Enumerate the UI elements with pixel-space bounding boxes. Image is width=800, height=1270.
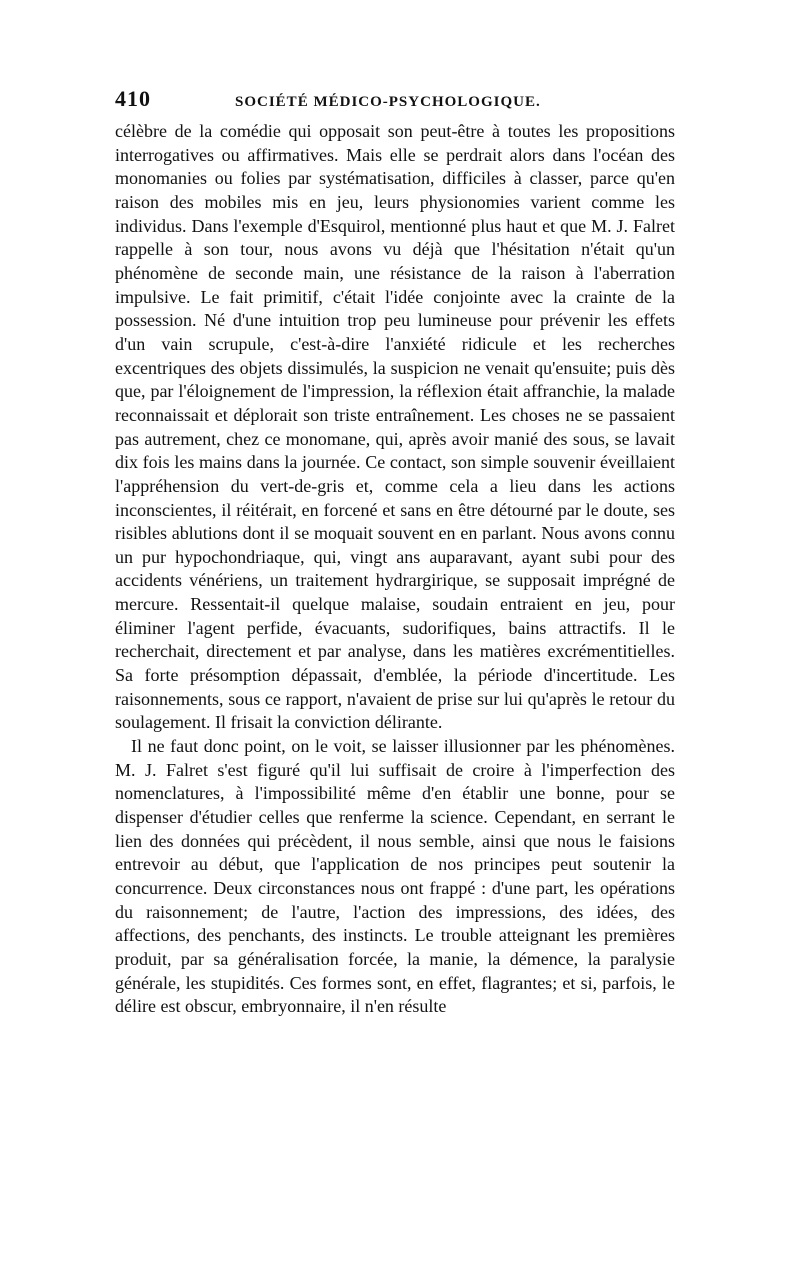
page-number: 410 xyxy=(115,86,151,111)
running-title: SOCIÉTÉ MÉDICO-PSYCHOLOGIQUE. xyxy=(235,94,541,110)
paragraph-continued: célèbre de la comédie qui opposait son peut-être à toutes les propositions interrogatives ou affirmatives. Mais elle se perdrait alors dans l'océan des monomanies ou folies par systématisation, difficiles à classer, parce qu'en raison des mobiles mis en jeu, leurs physionomies varient comme les individus. Dans l'exemple d'Esquirol, mentionné plus haut et que M. J. Falret rappelle à son tour, nous avons vu déjà que l'hésitation n'était qu'un phénomène de seconde main, une résistance de la raison à l'aberration impulsive. Le fait primitif, c'était l'idée conjointe avec la crainte de la possession. Né d'une intuition trop peu lumineuse pour prévenir les effets d'un vain scrupule, c'est-à-dire l'anxiété ridicule et les recherches excentriques des objets dissimulés, la suspicion ne venait qu'ensuite; puis dès que, par l'éloignement de l'impression, la réflexion était affranchie, la malade reconnaissait et déplorait son triste entraînement. Les choses ne se passaient pas autrement, chez ce monomane, qui, après avoir manié des sous, se lavait dix fois les mains dans la journée. Ce contact, son simple souvenir éveillaient l'appréhension du vert-de-gris et, comme cela a lieu dans les actions inconscientes, il réitérait, en forcené et sans en être détourné par le doute, ses risibles ablutions dont il se moquait souvent en en parlant. Nous avons connu un pur hypochondriaque, qui, vingt ans auparavant, ayant subi pour des accidents vénériens, un traitement hydrargirique, se supposait imprégné de mercure. Ressentait-il quelque malaise, soudain entraient en jeu, pour éliminer l'agent perfide, évacuants, sudorifiques, bains attractifs. Il le recherchait, directement et par analyse, dans les matières excrémentitielles. Sa forte présomption dépassait, d'emblée, la période d'incertitude. Les raisonnements, sous ce rapport, n'avaient de prise sur lui qu'après le retour du soulagement. Il frisait la conviction délirante. xyxy=(115,121,675,733)
paragraph: Il ne faut donc point, on le voit, se laisser illusionner par les phénomènes. M. J. Falret s'est figuré qu'il lui suffisait de croire à l'imperfection des nomenclatures, à l'impossibilité même d'en établir une bonne, pour se dispenser d'étudier celles que renferme la science. Cependant, en serrant le lien des données qui précèdent, il nous semble, ainsi que nous le faisions entrevoir au début, que l'application de nos principes peut soutenir la concurrence. Deux circonstances nous ont frappé : d'une part, les opérations du raisonnement; de l'autre, l'action des impressions, des idées, des affections, des penchants, des instincts. Le trouble atteignant les premières produit, par sa généralisation forcée, la manie, la démence, la paralysie générale, les stupidités. Ces formes sont, en effet, flagrantes; et si, parfois, le délire est obscur, embryonnaire, il n'en résulte xyxy=(115,736,675,1017)
body-text xyxy=(115,120,675,1019)
book-page xyxy=(115,86,675,1019)
page-header xyxy=(115,86,675,114)
